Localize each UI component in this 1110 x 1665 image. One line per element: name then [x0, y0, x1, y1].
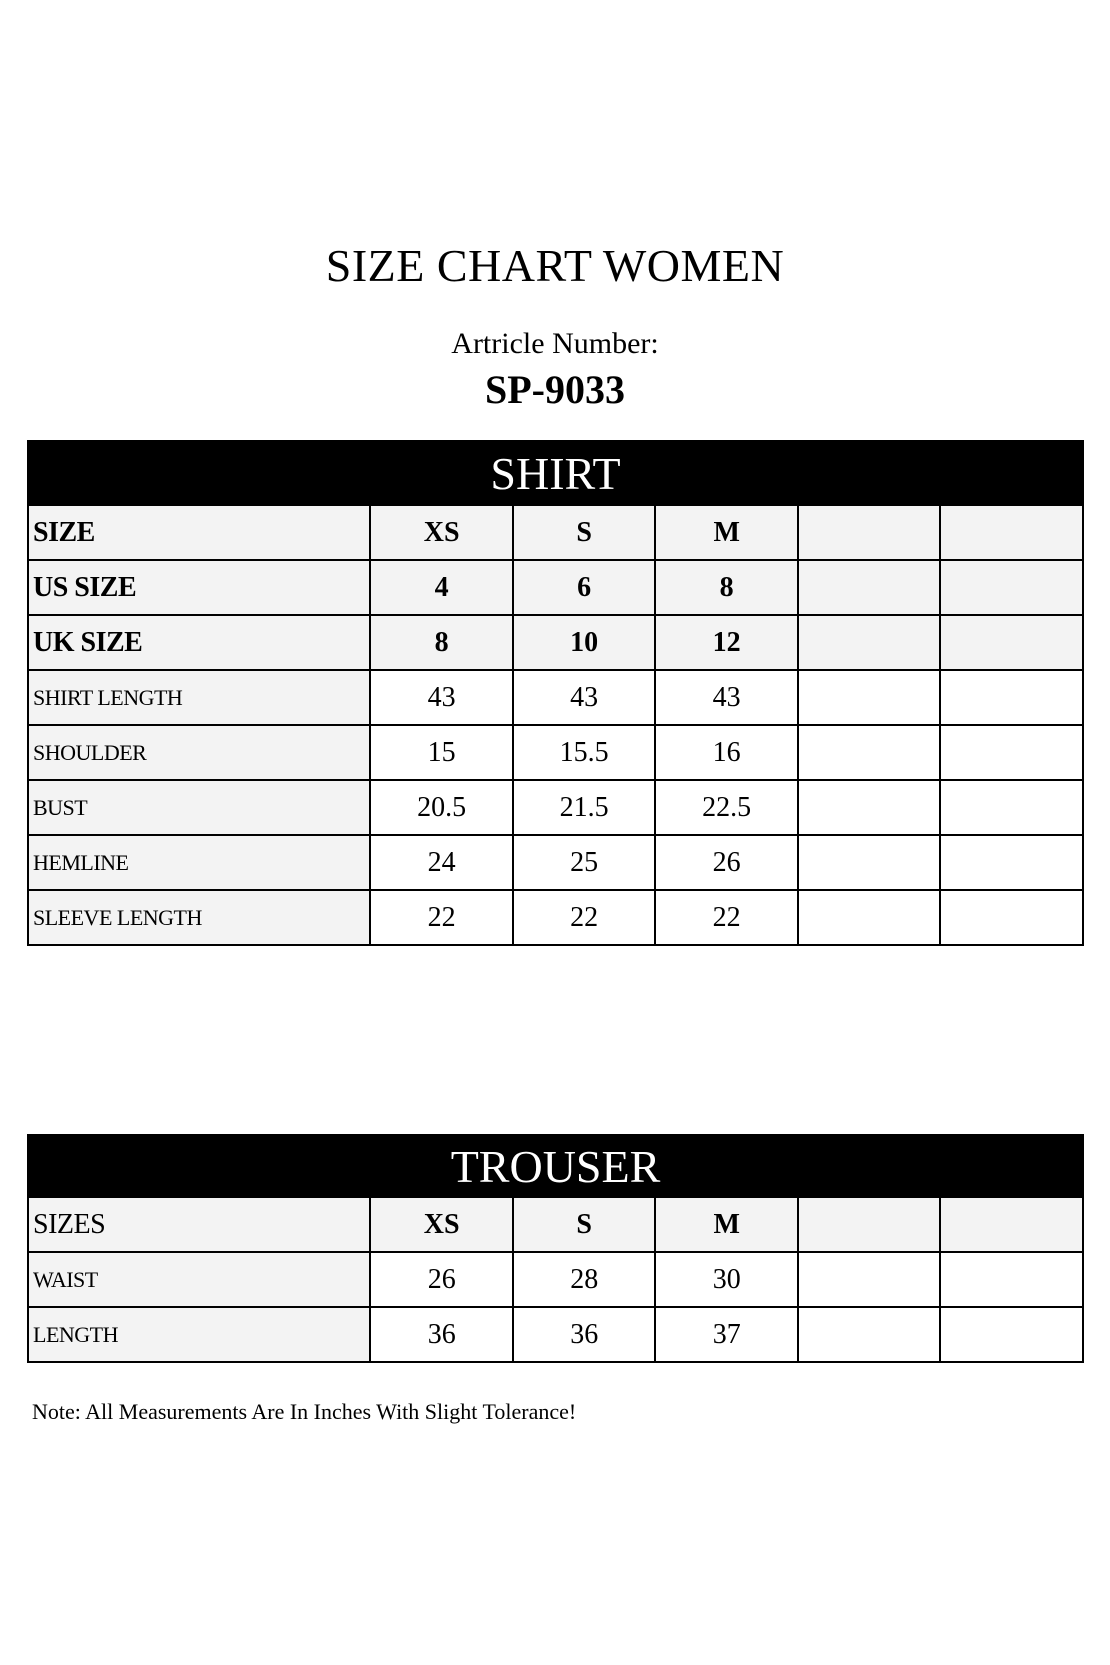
- table-cell: 25: [513, 835, 656, 890]
- table-cell: [798, 1252, 941, 1307]
- table-cell: 22: [655, 890, 798, 945]
- table-cell: 8: [370, 615, 513, 670]
- row-label-sizes: SIZES: [28, 1197, 370, 1252]
- row-label-waist: WAIST: [28, 1252, 370, 1307]
- table-cell: 20.5: [370, 780, 513, 835]
- table-cell: 16: [655, 725, 798, 780]
- table-cell: 21.5: [513, 780, 656, 835]
- table-cell: M: [655, 505, 798, 560]
- table-cell: 15: [370, 725, 513, 780]
- row-label-sleeve-length: SLEEVE LENGTH: [28, 890, 370, 945]
- row-label-bust: BUST: [28, 780, 370, 835]
- table-cell: XS: [370, 505, 513, 560]
- row-label-length: LENGTH: [28, 1307, 370, 1362]
- row-label-hemline: HEMLINE: [28, 835, 370, 890]
- table-cell: 15.5: [513, 725, 656, 780]
- table-cell: [798, 725, 941, 780]
- table-cell: 26: [655, 835, 798, 890]
- table-cell: 6: [513, 560, 656, 615]
- table-cell: [940, 1252, 1083, 1307]
- table-cell: [940, 670, 1083, 725]
- table-cell: [940, 835, 1083, 890]
- table-cell: [940, 725, 1083, 780]
- table-cell: [798, 835, 941, 890]
- table-row: [28, 835, 1083, 890]
- table-cell: [798, 780, 941, 835]
- table-cell: M: [655, 1197, 798, 1252]
- table-row: [28, 1252, 1083, 1307]
- table-cell: 36: [370, 1307, 513, 1362]
- table-cell: XS: [370, 1197, 513, 1252]
- shirt-size-table: [27, 440, 1084, 946]
- table-cell: [940, 1307, 1083, 1362]
- table-cell: 22: [370, 890, 513, 945]
- article-number-value: SP-9033: [485, 367, 625, 412]
- table-cell: [940, 560, 1083, 615]
- table-cell: 36: [513, 1307, 656, 1362]
- row-label-us-size: US SIZE: [28, 560, 370, 615]
- table-cell: [798, 1197, 941, 1252]
- page-title: SIZE CHART WOMEN: [325, 240, 785, 291]
- table-cell: 37: [655, 1307, 798, 1362]
- table-cell: 22.5: [655, 780, 798, 835]
- table-cell: 43: [370, 670, 513, 725]
- table-row: [28, 615, 1083, 670]
- table-row: [28, 505, 1083, 560]
- table-cell: [940, 615, 1083, 670]
- table-row: [28, 1197, 1083, 1252]
- table-cell: 4: [370, 560, 513, 615]
- table-row: [28, 780, 1083, 835]
- table-cell: 8: [655, 560, 798, 615]
- row-label-shoulder: SHOULDER: [28, 725, 370, 780]
- table-cell: 43: [513, 670, 656, 725]
- table-cell: 12: [655, 615, 798, 670]
- table-cell: S: [513, 505, 656, 560]
- table-cell: 28: [513, 1252, 656, 1307]
- measurement-note: Note: All Measurements Are In Inches With Slight Tolerance!: [32, 1399, 577, 1424]
- table-cell: 26: [370, 1252, 513, 1307]
- table-cell: [940, 1197, 1083, 1252]
- table-cell: 24: [370, 835, 513, 890]
- trouser-section-header: TROUSER: [28, 1135, 1083, 1197]
- table-cell: [798, 670, 941, 725]
- table-cell: [940, 505, 1083, 560]
- table-cell: 22: [513, 890, 656, 945]
- table-cell: 30: [655, 1252, 798, 1307]
- table-row: [28, 1307, 1083, 1362]
- table-cell: [798, 505, 941, 560]
- table-cell: [798, 615, 941, 670]
- table-cell: [798, 890, 941, 945]
- table-cell: 43: [655, 670, 798, 725]
- table-row: [28, 560, 1083, 615]
- table-cell: [940, 890, 1083, 945]
- table-row: [28, 725, 1083, 780]
- table-cell: S: [513, 1197, 656, 1252]
- row-label-size: SIZE: [28, 505, 370, 560]
- table-cell: [798, 560, 941, 615]
- article-number-label: Artricle Number:: [451, 327, 659, 360]
- table-cell: 10: [513, 615, 656, 670]
- row-label-uk-size: UK SIZE: [28, 615, 370, 670]
- table-row: [28, 890, 1083, 945]
- table-cell: [940, 780, 1083, 835]
- trouser-size-table: [27, 1134, 1084, 1363]
- shirt-section-header: SHIRT: [28, 441, 1083, 505]
- table-row: [28, 670, 1083, 725]
- table-cell: [798, 1307, 941, 1362]
- row-label-shirt-length: SHIRT LENGTH: [28, 670, 370, 725]
